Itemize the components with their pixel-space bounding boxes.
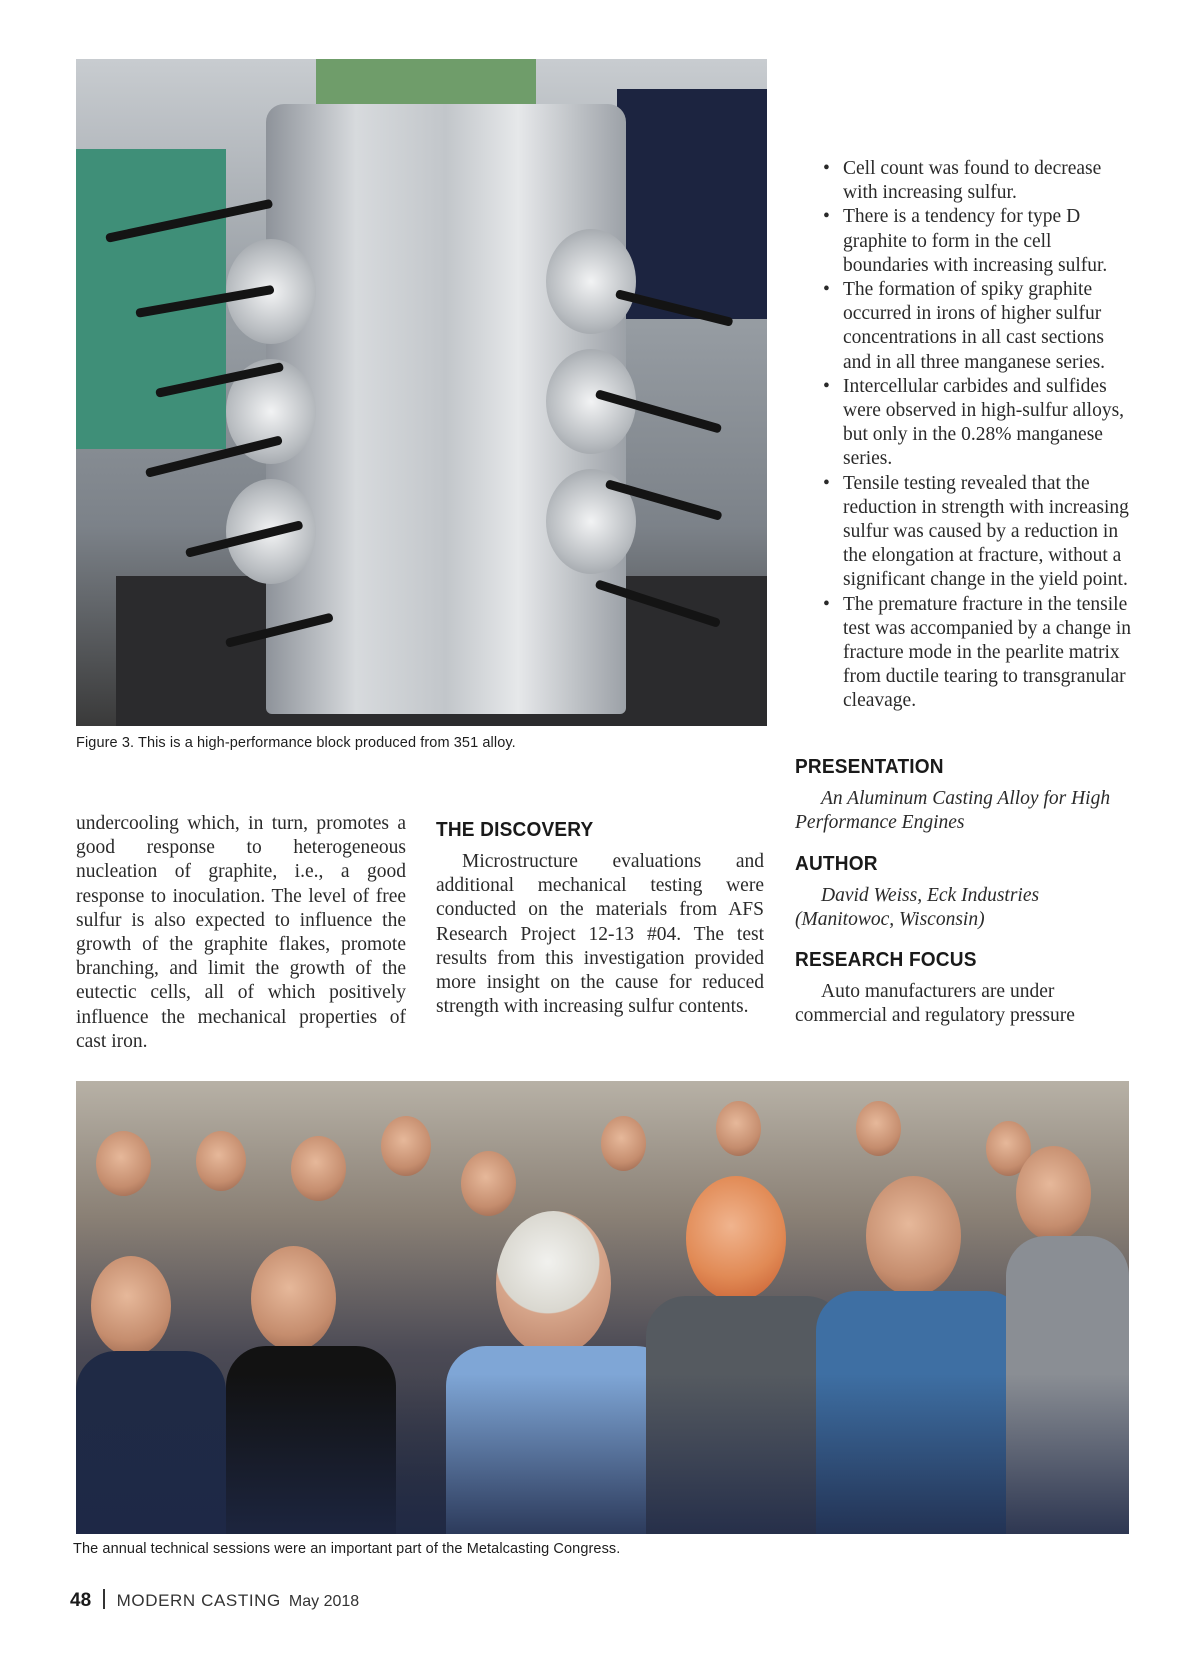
engine-block-photo: [76, 59, 767, 726]
discovery-text: Microstructure evaluations and additional mechanical testing were conducted on the materials from AFS Research Project 12-13 #04. The test results from this investigation provided more insight on the cause for reduced strength with increasing sulfur contents.: [436, 851, 764, 1018]
page-footer: [70, 1586, 359, 1612]
research-focus-text: Auto manufacturers are under commercial and regulatory pressure: [795, 981, 1075, 1027]
attendee-head: [716, 1101, 761, 1156]
left-column-text: undercooling which, in turn, promotes a good response to heterogeneous nucleation of graphite, i.e., a good response to inoculation. The level of free sulfur is also expected to influence the growth of the graphite flakes, promote branching, and limit the growth of the eutectic cells, all of which positively influence the mechanical properties of cast iron.: [76, 813, 406, 1052]
presentation-heading: PRESENTATION: [795, 755, 944, 778]
attendee-head: [251, 1246, 336, 1351]
attendee-head: [291, 1136, 346, 1201]
author-heading: AUTHOR: [795, 852, 878, 875]
footer-divider: [103, 1589, 105, 1609]
list-item: • Tensile testing revealed that the reduction in strength with increasing sulfur was caused by a reduction in the elongation at fracture, without a significant change in the yield point.: [817, 472, 1137, 593]
discovery-heading: THE DISCOVERY: [436, 818, 594, 841]
list-item: • Cell count was found to decrease with increasing sulfur.: [817, 157, 1137, 205]
page-number: 48: [70, 1590, 92, 1611]
cylinder-bore: [546, 229, 636, 334]
magazine-name: MODERN CASTING: [116, 1591, 281, 1610]
research-focus-heading: RESEARCH FOCUS: [795, 948, 977, 971]
attendee-head: [91, 1256, 171, 1356]
attendee-head: [496, 1211, 611, 1356]
technical-session-caption: The annual technical sessions were an important part of the Metalcasting Congress.: [73, 1541, 621, 1557]
attendee-head: [866, 1176, 961, 1296]
attendee-head: [686, 1176, 786, 1301]
attendee-head: [1016, 1146, 1091, 1241]
list-item: • Intercellular carbides and sulfides were observed in high-sulfur alloys, but only in the 0.28% manganese series.: [817, 375, 1137, 472]
photo-background-machine: [617, 89, 767, 319]
list-item: • The formation of spiky graphite occurred in irons of higher sulfur concentrations in all cast sections and in all three manganese series.: [817, 278, 1137, 375]
attendee-head: [601, 1116, 646, 1171]
figure-3-caption: Figure 3. This is a high-performance block produced from 351 alloy.: [76, 735, 516, 751]
list-item: • There is a tendency for type D graphite to form in the cell boundaries with increasing sulfur.: [817, 205, 1137, 278]
attendee-head: [461, 1151, 516, 1216]
findings-bullet-list: [817, 157, 1137, 714]
attendee-head: [856, 1101, 901, 1156]
photo-chairs: [76, 1374, 1129, 1534]
author-text: David Weiss, Eck Industries (Manitowoc, Wisconsin): [795, 885, 1040, 931]
attendee-head: [381, 1116, 431, 1176]
issue-date: May 2018: [288, 1593, 360, 1610]
attendee-head: [96, 1131, 151, 1196]
presentation-title: An Aluminum Casting Alloy for High Performance Engines: [795, 788, 1111, 834]
technical-session-photo: [76, 1081, 1129, 1534]
attendee-head: [196, 1131, 246, 1191]
list-item: • The premature fracture in the tensile test was accompanied by a change in fracture mode in the pearlite matrix from ductile tearing to transgranular cleavage.: [817, 593, 1137, 714]
